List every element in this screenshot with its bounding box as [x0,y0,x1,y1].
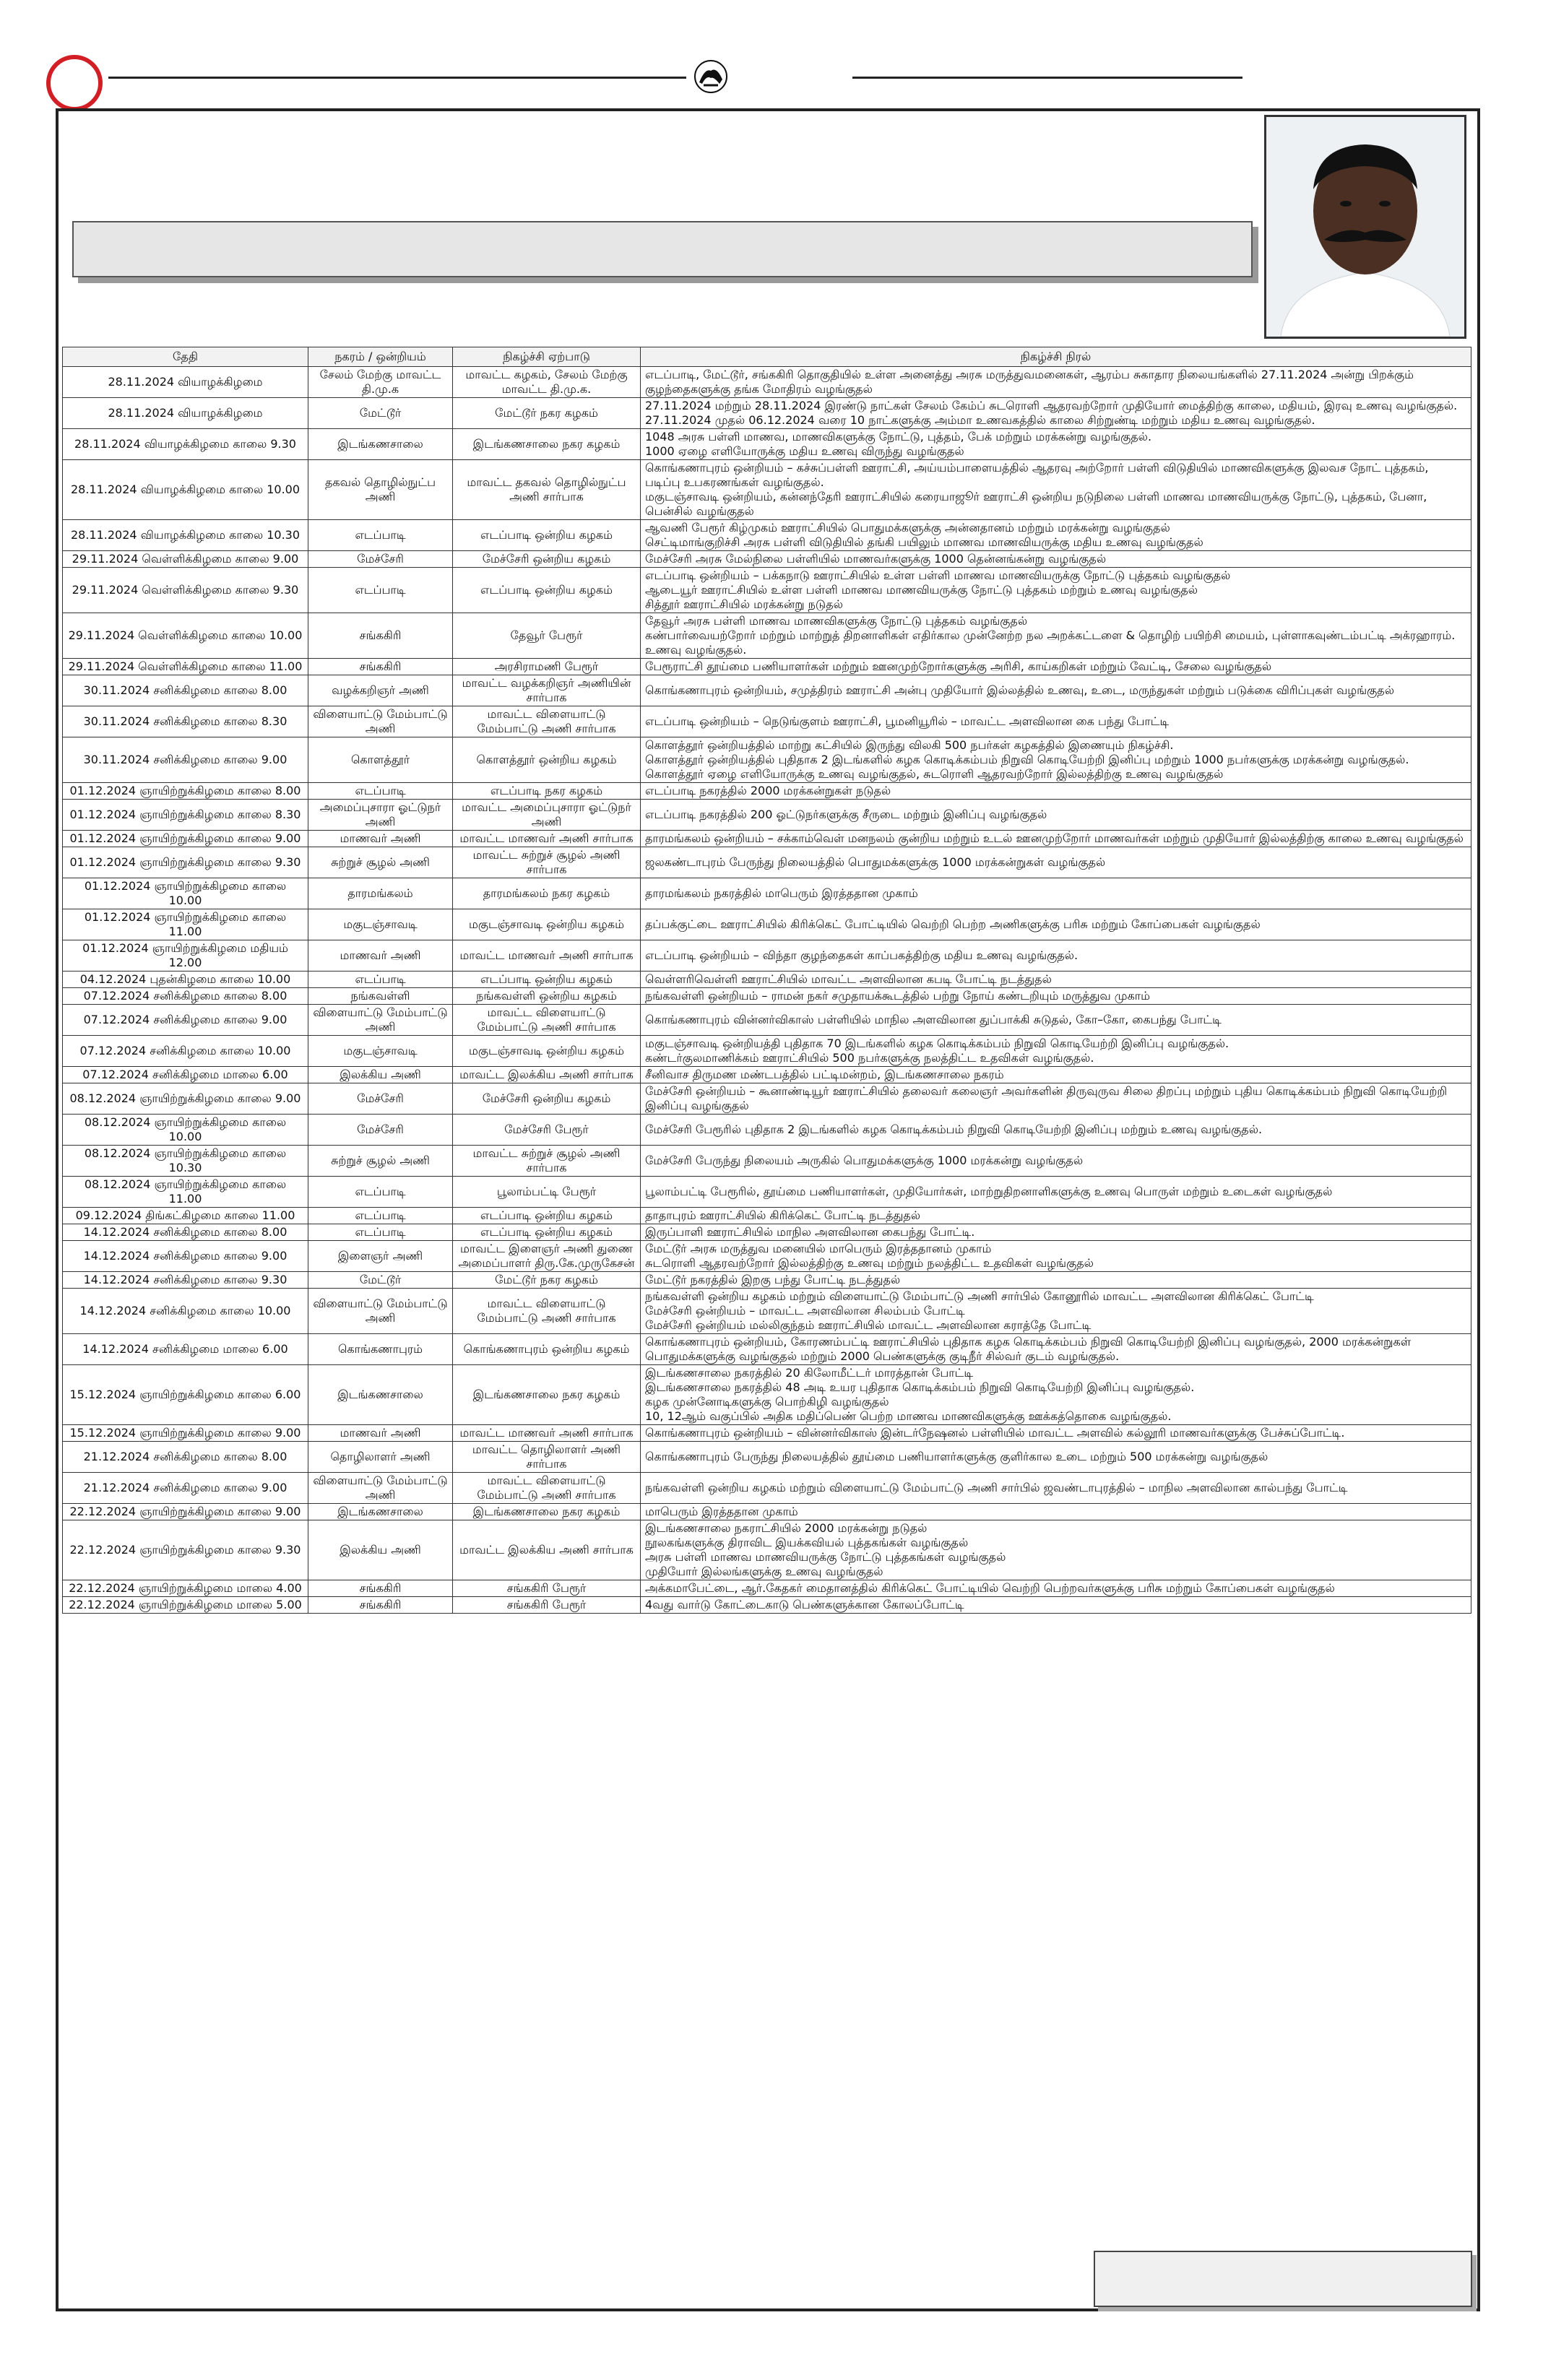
table-row [63,1177,1471,1208]
cell-organizer: மேச்சேரி ஒன்றிய கழகம் [453,1083,641,1115]
cell-date: 01.12.2024 ஞாயிற்றுக்கிழமை காலை 8.30 [63,800,308,831]
cell-program: இடங்கணசாலை நகரத்தில் 20 கிலோமீட்டர் மாரத்தான் போட்டி இடங்கணசாலை நகரத்தில் 48 அடி உயர புதிதாக கொடிக்கம்பம் நிறுவி கொடியேற்றி இனிப்பு வழங்குதல். கழக முன்னோடிகளுக்கு பொற்கிழி வழங்குதல் 10, 12ஆம் வகுப்பில் அதிக மதிப்பெண் பெற்ற மாணவ மாணவிகளுக்கு ஊக்கத்தொகை வழங்குதல். [641,1365,1471,1425]
cell-organizer: மாவட்ட சுற்றுச் சூழல் அணி சார்பாக [453,1146,641,1177]
cell-date: 08.12.2024 ஞாயிற்றுக்கிழமை காலை 10.00 [63,1115,308,1146]
table-row [63,429,1471,460]
table-row [63,1580,1471,1597]
table-row [63,831,1471,847]
cell-program: மேச்சேரி அரசு மேல்நிலை பள்ளியில் மாணவர்களுக்கு 1000 தென்னங்கன்று வழங்குதல் [641,551,1471,568]
cell-organizer: எடப்பாடி நகர கழகம் [453,783,641,800]
cell-program: எடப்பாடி ஒன்றியம் – பக்கநாடு ஊராட்சியில் உள்ள பள்ளி மாணவ மாணவியருக்கு நோட்டு புத்தகம் வழங்குதல் ஆடையூர் ஊராட்சியில் உள்ள பள்ளி மாணவ மாணவியருக்கு நோட்டு புத்தகம் மற்றும் உணவு வழங்குதல் சித்தூர் ஊராட்சியில் மரக்கன்று நடுதல் [641,568,1471,613]
cell-date: 22.12.2024 ஞாயிற்றுக்கிழமை காலை 9.00 [63,1504,308,1520]
cell-place: நங்கவள்ளி [308,988,453,1005]
table-row [63,1597,1471,1614]
cell-program: மாபெரும் இரத்ததான முகாம் [641,1504,1471,1520]
cell-date: 22.12.2024 ஞாயிற்றுக்கிழமை மாலை 4.00 [63,1580,308,1597]
cell-organizer: மாவட்ட மாணவர் அணி சார்பாக [453,831,641,847]
cell-organizer: மகுடஞ்சாவடி ஒன்றிய கழகம் [453,909,641,940]
table-row [63,847,1471,878]
cell-organizer: மாவட்ட கழகம், சேலம் மேற்கு மாவட்ட தி.மு.க. [453,367,641,398]
cell-date: 21.12.2024 சனிக்கிழமை காலை 9.00 [63,1473,308,1504]
cell-date: 07.12.2024 சனிக்கிழமை காலை 9.00 [63,1005,308,1036]
cell-organizer: மாவட்ட அமைப்புசாரா ஓட்டுநர் அணி [453,800,641,831]
table-row [63,613,1471,659]
cell-organizer: மாவட்ட விளையாட்டு மேம்பாட்டு அணி சார்பாக [453,706,641,737]
cell-organizer: கொங்கணாபுரம் ஒன்றிய கழகம் [453,1334,641,1365]
table-row [63,1067,1471,1083]
table-row [63,1504,1471,1520]
cell-place: மாணவர் அணி [308,831,453,847]
cell-organizer: மாவட்ட தகவல் தொழில்நுட்ப அணி சார்பாக [453,460,641,520]
cell-date: 28.11.2024 வியாழக்கிழமை காலை 10.00 [63,460,308,520]
cell-program: எடப்பாடி, மேட்டூர், சங்ககிரி தொகுதியில் உள்ள அனைத்து அரசு மருத்துவமனைகள், ஆரம்ப சுகாதார நிலையங்களில் 27.11.2024 அன்று பிறக்கும் குழந்தைகளுக்கு தங்க மோதிரம் வழங்குதல் [641,367,1471,398]
cell-place: சுற்றுச் சூழல் அணி [308,1146,453,1177]
cell-organizer: மாவட்ட இளைஞர் அணி துணை அமைப்பாளர் திரு.கே.முருகேசன் [453,1241,641,1272]
cell-organizer: மாவட்ட தொழிலாளர் அணி சார்பாக [453,1442,641,1473]
cell-date: 01.12.2024 ஞாயிற்றுக்கிழமை காலை 9.00 [63,831,308,847]
cell-program: இருப்பாளி ஊராட்சியில் மாநில அளவிலான கைபந்து போட்டி. [641,1224,1471,1241]
cell-place: தொழிலாளர் அணி [308,1442,453,1473]
cell-place: தாரமங்கலம் [308,878,453,909]
cell-organizer: இடங்கணசாலை நகர கழகம் [453,1504,641,1520]
table-row [63,1425,1471,1442]
table-row [63,659,1471,675]
portrait-photo [1264,115,1466,339]
cell-program: பேரூராட்சி தூய்மை பணியாளர்கள் மற்றும் ஊனமுற்றோர்களுக்கு அரிசி, காய்கறிகள் மற்றும் வேட்டி, சேலை வழங்குதல் [641,659,1471,675]
cell-organizer: தாரமங்கலம் நகர கழகம் [453,878,641,909]
cell-date: 29.11.2024 வெள்ளிக்கிழமை காலை 9.30 [63,568,308,613]
cell-organizer: இடங்கணசாலை நகர கழகம் [453,429,641,460]
table-row [63,568,1471,613]
cell-place: இடங்கணசாலை [308,1365,453,1425]
header-rule-right [852,77,1242,79]
cell-date: 22.12.2024 ஞாயிற்றுக்கிழமை காலை 9.30 [63,1520,308,1580]
cell-date: 30.11.2024 சனிக்கிழமை காலை 8.30 [63,706,308,737]
cell-program: எடப்பாடி நகரத்தில் 2000 மரக்கன்றுகள் நடுதல் [641,783,1471,800]
cell-place: வழக்கறிஞர் அணி [308,675,453,706]
cell-place: விளையாட்டு மேம்பாட்டு அணி [308,1289,453,1334]
cell-date: 22.12.2024 ஞாயிற்றுக்கிழமை மாலை 5.00 [63,1597,308,1614]
cell-organizer: மேச்சேரி பேரூர் [453,1115,641,1146]
table-row [63,972,1471,988]
cell-place: மேச்சேரி [308,551,453,568]
cell-date: 01.12.2024 ஞாயிற்றுக்கிழமை காலை 11.00 [63,909,308,940]
cell-organizer: அரசிராமணி பேரூர் [453,659,641,675]
table-row [63,1272,1471,1289]
cell-place: மகுடஞ்சாவடி [308,1036,453,1067]
header-program: நிகழ்ச்சி நிரல் [641,347,1471,367]
cell-date: 15.12.2024 ஞாயிற்றுக்கிழமை காலை 9.00 [63,1425,308,1442]
cell-date: 14.12.2024 சனிக்கிழமை காலை 9.30 [63,1272,308,1289]
table-row [63,1442,1471,1473]
cell-organizer: மாவட்ட விளையாட்டு மேம்பாட்டு அணி சார்பாக [453,1473,641,1504]
cell-organizer: மாவட்ட வழக்கறிஞர் அணியின் சார்பாக [453,675,641,706]
cell-date: 28.11.2024 வியாழக்கிழமை காலை 9.30 [63,429,308,460]
header-date: தேதி [63,347,308,367]
table-row [63,1241,1471,1272]
cell-program: கொளத்தூர் ஒன்றியத்தில் மாற்று கட்சியில் இருந்து விலகி 500 நபர்கள் கழகத்தில் இணையும் நிகழ்ச்சி. கொளத்தூர் ஒன்றியத்தில் புதிதாக 2 இடங்களில் கழக கொடிக்கம்பம் நிறுவி கொடியேற்றி இனிப்பு மற்றும் 1000 நபர்களுக்கு மரக்கன்று வழங்குதல். கொளத்தூர் ஏழை எளியோருக்கு உணவு வழங்குதல், சுடரொளி ஆதரவற்றோர் இல்லத்திற்கு உணவு வழங்குதல் [641,737,1471,783]
cell-organizer: மகுடஞ்சாவடி ஒன்றிய கழகம் [453,1036,641,1067]
table-row [63,940,1471,972]
table-row [63,1224,1471,1241]
table-row [63,783,1471,800]
cell-organizer: மாவட்ட இலக்கிய அணி சார்பாக [453,1067,641,1083]
cell-program: மேச்சேரி ஒன்றியம் – கூனாண்டியூர் ஊராட்சியில் தலைவர் கலைஞர் அவர்களின் திருவுருவ சிலை திறப்பு மற்றும் புதிய கொடிக்கம்பம் நிறுவி கொடியேற்றி இனிப்பு வழங்குதல் [641,1083,1471,1115]
cell-program: மகுடஞ்சாவடி ஒன்றியத்தி புதிதாக 70 இடங்களில் கழக கொடிக்கம்பம் நிறுவி கொடியேற்றி இனிப்பு வழங்குதல். கண்டர்குலமாணிக்கம் ஊராட்சியில் 500 நபர்களுக்கு நலத்திட்ட உதவிகள் வழங்குதல். [641,1036,1471,1067]
cell-organizer: இடங்கணசாலை நகர கழகம் [453,1365,641,1425]
cell-place: சேலம் மேற்கு மாவட்ட தி.மு.க [308,367,453,398]
cell-program: தப்பக்குட்டை ஊராட்சியில் கிரிக்கெட் போட்டியில் வெற்றி பெற்ற அணிகளுக்கு பரிசு மற்றும் கோப்பைகள் வழங்குதல் [641,909,1471,940]
cell-organizer: பூலாம்பட்டி பேரூர் [453,1177,641,1208]
cell-place: சுற்றுச் சூழல் அணி [308,847,453,878]
cell-date: 01.12.2024 ஞாயிற்றுக்கிழமை காலை 9.30 [63,847,308,878]
cell-place: விளையாட்டு மேம்பாட்டு அணி [308,1005,453,1036]
cell-program: நங்கவள்ளி ஒன்றிய கழகம் மற்றும் விளையாட்டு மேம்பாட்டு அணி சார்பில் கோனூரில் மாவட்ட அளவிலான கிரிக்கெட் போட்டி மேச்சேரி ஒன்றியம் – மாவட்ட அளவிலான சிலம்பம் போட்டி மேச்சேரி ஒன்றியம் மல்லிகுந்தம் ஊராட்சியில் மாவட்ட அளவிலான கராத்தே போட்டி [641,1289,1471,1334]
cell-organizer: மேச்சேரி ஒன்றிய கழகம் [453,551,641,568]
cell-place: எடப்பாடி [308,1208,453,1224]
cell-date: 28.11.2024 வியாழக்கிழமை [63,398,308,429]
cell-organizer: சங்ககிரி பேரூர் [453,1597,641,1614]
cell-program: மேச்சேரி பேருந்து நிலையம் அருகில் பொதுமக்களுக்கு 1000 மரக்கன்று வழங்குதல் [641,1146,1471,1177]
cell-program: எடப்பாடி ஒன்றியம் – விந்தா குழந்தைகள் காப்பகத்திற்கு மதிய உணவு வழங்குதல். [641,940,1471,972]
cell-place: தகவல் தொழில்நுட்ப அணி [308,460,453,520]
cell-organizer: மாவட்ட இலக்கிய அணி சார்பாக [453,1520,641,1580]
cell-program: 4வது வார்டு கோட்டைகாடு பெண்களுக்கான கோலப்போட்டி [641,1597,1471,1614]
cell-program: மேச்சேரி பேரூரில் புதிதாக 2 இடங்களில் கழக கொடிக்கம்பம் நிறுவி கொடியேற்றி இனிப்பு மற்றும் உணவு வழங்குதல். [641,1115,1471,1146]
cell-organizer: மாவட்ட மாணவர் அணி சார்பாக [453,940,641,972]
table-row [63,1520,1471,1580]
table-row [63,1473,1471,1504]
cell-program: கொங்கணாபுரம் வின்னர்விகாஸ் பள்ளியில் மாநில அளவிலான துப்பாக்கி சுடுதல், கோ–கோ, கைபந்து போட்டி [641,1005,1471,1036]
cell-place: மகுடஞ்சாவடி [308,909,453,940]
cell-date: 14.12.2024 சனிக்கிழமை காலை 9.00 [63,1241,308,1272]
cell-date: 29.11.2024 வெள்ளிக்கிழமை காலை 9.00 [63,551,308,568]
cell-program: ஜலகண்டாபுரம் பேருந்து நிலையத்தில் பொதுமக்களுக்கு 1000 மரக்கன்றுகள் வழங்குதல் [641,847,1471,878]
cell-place: மேட்டூர் [308,398,453,429]
table-row [63,1365,1471,1425]
cell-program: தாரமங்கலம் நகரத்தில் மாபெரும் இரத்ததான முகாம் [641,878,1471,909]
cell-organizer: மாவட்ட மாணவர் அணி சார்பாக [453,1425,641,1442]
cell-date: 30.11.2024 சனிக்கிழமை காலை 9.00 [63,737,308,783]
table-row [63,398,1471,429]
cell-organizer: கொளத்தூர் ஒன்றிய கழகம் [453,737,641,783]
bottom-box [1094,2251,1472,2307]
cell-place: எடப்பாடி [308,972,453,988]
cell-place: இளைஞர் அணி [308,1241,453,1272]
cell-program: கொங்கணாபுரம் பேருந்து நிலையத்தில் தூய்மை பணியாளர்களுக்கு குளிர்கால உடை மற்றும் 500 மரக்கன்று வழங்குதல் [641,1442,1471,1473]
cell-date: 14.12.2024 சனிக்கிழமை மாலை 6.00 [63,1334,308,1365]
cell-place: இடங்கணசாலை [308,429,453,460]
cell-program: ஆவணி பேரூர் கிழ்முகம் ஊராட்சியில் பொதுமக்களுக்கு அன்னதானம் மற்றும் மரக்கன்று வழங்குதல் செட்டிமாங்குறிச்சி அரசு பள்ளி விடுதியில் தங்கி பயிலும் மாணவ மாணவியருக்கு மதிய உணவு வழங்குதல் [641,520,1471,551]
table-row [63,706,1471,737]
cell-date: 07.12.2024 சனிக்கிழமை காலை 8.00 [63,988,308,1005]
table-header-row [63,347,1471,367]
cell-organizer: தேவூர் பேரூர் [453,613,641,659]
cell-place: எடப்பாடி [308,568,453,613]
table-row [63,551,1471,568]
cell-date: 15.12.2024 ஞாயிற்றுக்கிழமை காலை 6.00 [63,1365,308,1425]
cell-program: அக்கமாபேட்டை, ஆர்.கேதகர் மைதானத்தில் கிரிக்கெட் போட்டியில் வெற்றி பெற்றவர்களுக்கு பரிசு மற்றும் கோப்பைகள் வழங்குதல் [641,1580,1471,1597]
schedule-table [62,347,1471,1614]
table-row [63,675,1471,706]
cell-place: மேச்சேரி [308,1083,453,1115]
cell-date: 08.12.2024 ஞாயிற்றுக்கிழமை காலை 10.30 [63,1146,308,1177]
cell-date: 21.12.2024 சனிக்கிழமை காலை 8.00 [63,1442,308,1473]
cell-date: 04.12.2024 புதன்கிழமை காலை 10.00 [63,972,308,988]
table-row [63,737,1471,783]
cell-place: சங்ககிரி [308,613,453,659]
table-row [63,1146,1471,1177]
cell-date: 14.12.2024 சனிக்கிழமை காலை 10.00 [63,1289,308,1334]
table-row [63,1005,1471,1036]
cell-place: சங்ககிரி [308,1580,453,1597]
cell-place: அமைப்புசாரா ஓட்டுநர் அணி [308,800,453,831]
table-row [63,878,1471,909]
cell-place: மேட்டூர் [308,1272,453,1289]
table-row [63,909,1471,940]
cell-date: 29.11.2024 வெள்ளிக்கிழமை காலை 11.00 [63,659,308,675]
cell-date: 01.12.2024 ஞாயிற்றுக்கிழமை காலை 8.00 [63,783,308,800]
cell-program: தாதாபுரம் ஊராட்சியில் கிரிக்கெட் போட்டி நடத்துதல் [641,1208,1471,1224]
cell-date: 09.12.2024 திங்கட்கிழமை காலை 11.00 [63,1208,308,1224]
rising-sun-emblem-icon [692,58,730,95]
cell-organizer: எடப்பாடி ஒன்றிய கழகம் [453,1224,641,1241]
cell-program: கொங்கணாபுரம் ஒன்றியம், சமுத்திரம் ஊராட்சி அன்பு முதியோர் இல்லத்தில் உணவு, உடை, மருந்துகள் மற்றும் படுக்கை விரிப்புகள் வழங்குதல் [641,675,1471,706]
cell-date: 08.12.2024 ஞாயிற்றுக்கிழமை காலை 11.00 [63,1177,308,1208]
cell-place: எடப்பாடி [308,783,453,800]
table-row [63,1289,1471,1334]
cell-place: மாணவர் அணி [308,940,453,972]
cell-date: 28.11.2024 வியாழக்கிழமை காலை 10.30 [63,520,308,551]
header-rule-left [108,77,686,79]
cell-program: பூலாம்பட்டி பேரூரில், தூய்மை பணியாளர்கள், முதியோர்கள், மாற்றுதிறனாளிகளுக்கு உணவு பொருள் மற்றும் உடைகள் வழங்குதல் [641,1177,1471,1208]
cell-date: 28.11.2024 வியாழக்கிழமை [63,367,308,398]
cell-place: மாணவர் அணி [308,1425,453,1442]
cell-place: சங்ககிரி [308,1597,453,1614]
cell-organizer: சங்ககிரி பேரூர் [453,1580,641,1597]
cell-date: 07.12.2024 சனிக்கிழமை காலை 10.00 [63,1036,308,1067]
cell-date: 01.12.2024 ஞாயிற்றுக்கிழமை காலை 10.00 [63,878,308,909]
table-row [63,1334,1471,1365]
cell-program: நங்கவள்ளி ஒன்றிய கழகம் மற்றும் விளையாட்டு மேம்பாட்டு அணி சார்பில் ஜவண்டாபுரத்தில் – மாநில அளவிலான கால்பந்து போட்டி [641,1473,1471,1504]
cell-place: சங்ககிரி [308,659,453,675]
cell-place: கொங்கணாபுரம் [308,1334,453,1365]
cell-program: தாரமங்கலம் ஒன்றியம் – சக்காம்வெள் மனநலம் குன்றிய மற்றும் உடல் ஊனமுற்றோர் மாணவர்கள் மற்றும் முதியோர் இல்லத்திற்கு காலை உணவு வழங்குதல் [641,831,1471,847]
cell-organizer: மாவட்ட சுற்றுச் சூழல் அணி சார்பாக [453,847,641,878]
cell-program: மேட்டூர் அரசு மருத்துவ மனையில் மாபெரும் இரத்ததானம் முகாம் சுடரொளி ஆதரவற்றோர் இல்லத்திற்கு உணவு மற்றும் நலத்திட்ட உதவிகள் வழங்குதல் [641,1241,1471,1272]
cell-organizer: மாவட்ட விளையாட்டு மேம்பாட்டு அணி சார்பாக [453,1005,641,1036]
cell-organizer: எடப்பாடி ஒன்றிய கழகம் [453,1208,641,1224]
cell-date: 08.12.2024 ஞாயிற்றுக்கிழமை காலை 9.00 [63,1083,308,1115]
table-row [63,1208,1471,1224]
cell-program: 1048 அரசு பள்ளி மாணவ, மாணவிகளுக்கு நோட்டு, புத்தம், பேக் மற்றும் மரக்கன்று வழங்குதல். 1000 ஏழை எளியோருக்கு மதிய உணவு விருந்து வழங்குதல் [641,429,1471,460]
table-row [63,988,1471,1005]
cell-program: எடப்பாடி நகரத்தில் 200 ஓட்டுநர்களுக்கு சீருடை மற்றும் இனிப்பு வழங்குதல் [641,800,1471,831]
table-row [63,800,1471,831]
cell-program: சீனிவாச திருமண மண்டபத்தில் பட்டிமன்றம், இடங்கணசாலை நகரம் [641,1067,1471,1083]
cell-place: மேச்சேரி [308,1115,453,1146]
red-circle-ornament [46,55,103,111]
table-row [63,367,1471,398]
cell-place: விளையாட்டு மேம்பாட்டு அணி [308,706,453,737]
title-banner [72,221,1253,277]
cell-organizer: எடப்பாடி ஒன்றிய கழகம் [453,972,641,988]
cell-organizer: மேட்டூர் நகர கழகம் [453,398,641,429]
cell-program: இடங்கணசாலை நகராட்சியில் 2000 மரக்கன்று நடுதல் நூலகங்களுக்கு திராவிட இயக்கவியல் புத்தகங்கள் வழங்குதல் அரசு பள்ளி மாணவ மாணவியருக்கு நோட்டு புத்தகங்கள் வழங்குதல் முதியோர் இல்லங்களுக்கு உணவு வழங்குதல் [641,1520,1471,1580]
cell-program: நங்கவள்ளி ஒன்றியம் – ராமன் நகர் சமுதாயக்கூடத்தில் பற்று நோய் கண்டறியும் மருத்துவ முகாம் [641,988,1471,1005]
table-row [63,520,1471,551]
cell-place: எடப்பாடி [308,1224,453,1241]
cell-place: இலக்கிய அணி [308,1067,453,1083]
table-row [63,1036,1471,1067]
cell-place: எடப்பாடி [308,520,453,551]
cell-date: 30.11.2024 சனிக்கிழமை காலை 8.00 [63,675,308,706]
cell-program: மேட்டூர் நகரத்தில் இறகு பந்து போட்டி நடத்துதல் [641,1272,1471,1289]
header-place: நகரம் / ஒன்றியம் [308,347,453,367]
header-organizer: நிகழ்ச்சி ஏற்பாடு [453,347,641,367]
cell-place: விளையாட்டு மேம்பாட்டு அணி [308,1473,453,1504]
cell-program: 27.11.2024 மற்றும் 28.11.2024 இரண்டு நாட்கள் சேலம் கேம்ப் சுடரொளி ஆதரவற்றோர் முதியோர் மைத்திற்கு காலை, மதியம், இரவு உணவு வழங்குதல். 27.11.2024 முதல் 06.12.2024 வரை 10 நாட்களுக்கு அம்மா உணவகத்தில் காலை சிற்றுண்டி மற்றும் மதிய உணவு வழங்குதல். [641,398,1471,429]
cell-place: கொளத்தூர் [308,737,453,783]
table-row [63,1083,1471,1115]
cell-program: எடப்பாடி ஒன்றியம் – நெடுங்குளம் ஊராட்சி, பூமனியூரில் – மாவட்ட அளவிலான கை பந்து போட்டி [641,706,1471,737]
cell-date: 14.12.2024 சனிக்கிழமை காலை 8.00 [63,1224,308,1241]
cell-date: 07.12.2024 சனிக்கிழமை மாலை 6.00 [63,1067,308,1083]
cell-program: கொங்கணாபுரம் ஒன்றியம் – வின்னர்விகாஸ் இன்டர்நேஷனல் பள்ளியில் மாவட்ட அளவில் கல்லூரி மாணவர்களுக்கு பேச்சுப்போட்டி. [641,1425,1471,1442]
table-row [63,460,1471,520]
cell-organizer: எடப்பாடி ஒன்றிய கழகம் [453,568,641,613]
cell-program: கொங்கணாபுரம் ஒன்றியம் – கச்சுப்பள்ளி ஊராட்சி, அய்யம்பாளையத்தில் ஆதரவு அற்றோர் பள்ளி விடுதியில் மாணவிகளுக்கு இலவச நோட் புத்தகம், படிப்பு உபகரணங்கள் வழங்குதல். மகுடஞ்சாவடி ஒன்றியம், கன்னந்தேரி ஊராட்சியில் கரையாஜூர் ஊராட்சி ஒன்றிய நடுநிலை பள்ளி மாணவ மாணவியருக்கு நோட்டு, புத்தகம், பேனா, பென்சில் வழங்குதல் [641,460,1471,520]
cell-organizer: எடப்பாடி ஒன்றிய கழகம் [453,520,641,551]
cell-date: 01.12.2024 ஞாயிற்றுக்கிழமை மதியம் 12.00 [63,940,308,972]
cell-program: கொங்கணாபுரம் ஒன்றியம், கோரணம்பட்டி ஊராட்சியில் புதிதாக கழக கொடிக்கம்பம் நிறுவி கொடியேற்றி இனிப்பு வழங்குதல், 2000 மரக்கன்றுகள் பொதுமக்களுக்கு வழங்குதல் மற்றும் 2000 பெண்களுக்கு குடிநீர் சில்வர் குடம் வழங்குதல். [641,1334,1471,1365]
cell-date: 29.11.2024 வெள்ளிக்கிழமை காலை 10.00 [63,613,308,659]
cell-organizer: மாவட்ட விளையாட்டு மேம்பாட்டு அணி சார்பாக [453,1289,641,1334]
table-row [63,1115,1471,1146]
cell-place: இடங்கணசாலை [308,1504,453,1520]
cell-program: தேவூர் அரசு பள்ளி மாணவ மாணவிகளுக்கு நோட்டு புத்தகம் வழங்குதல் கண்பார்வையற்றோர் மற்றும் மாற்றுத் திறனாளிகள் எதிர்கால முன்னேற்ற நல அறக்கட்டளை & தொழிற் பயிற்சி மையம், புள்ளாகவுண்டம்பட்டி அக்ரஹாரம். உணவு வழங்குதல். [641,613,1471,659]
cell-organizer: மேட்டூர் நகர கழகம் [453,1272,641,1289]
cell-place: இலக்கிய அணி [308,1520,453,1580]
cell-organizer: நங்கவள்ளி ஒன்றிய கழகம் [453,988,641,1005]
cell-program: வெள்ளரிவெள்ளி ஊராட்சியில் மாவட்ட அளவிலான கபடி போட்டி நடத்துதல் [641,972,1471,988]
cell-place: எடப்பாடி [308,1177,453,1208]
